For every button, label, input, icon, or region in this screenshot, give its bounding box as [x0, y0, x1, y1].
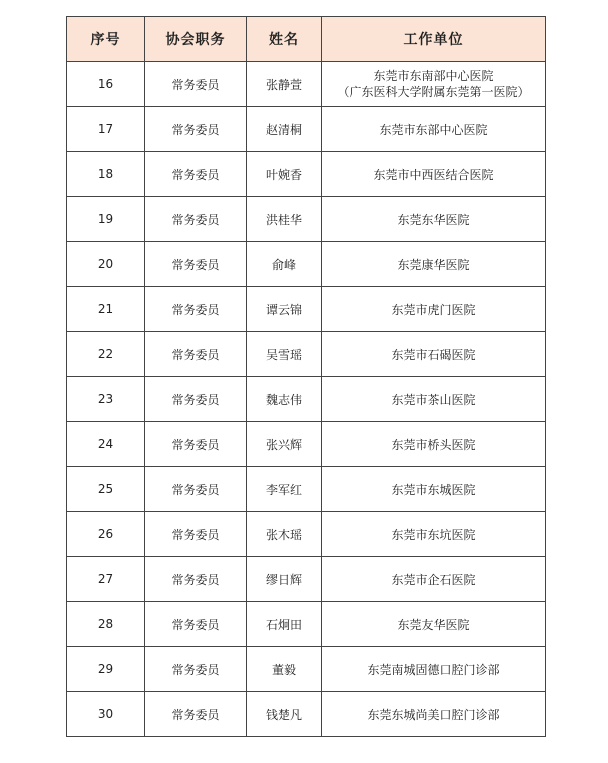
cell-name: 钱楚凡 — [247, 692, 322, 737]
cell-org: 东莞市中西医结合医院 — [322, 152, 546, 197]
cell-role: 常务委员 — [145, 467, 247, 512]
cell-no: 28 — [67, 602, 145, 647]
cell-name: 张静萱 — [247, 62, 322, 107]
cell-name: 吴雪瑶 — [247, 332, 322, 377]
cell-role: 常务委员 — [145, 62, 247, 107]
table-row — [67, 422, 546, 467]
cell-no: 19 — [67, 197, 145, 242]
cell-org: 东莞友华医院 — [322, 602, 546, 647]
cell-no: 21 — [67, 287, 145, 332]
cell-org: 东莞东华医院 — [322, 197, 546, 242]
cell-no: 27 — [67, 557, 145, 602]
cell-role: 常务委员 — [145, 287, 247, 332]
cell-role: 常务委员 — [145, 242, 247, 287]
table-row — [67, 692, 546, 737]
table-row — [67, 647, 546, 692]
cell-org: 东莞康华医院 — [322, 242, 546, 287]
cell-org: 东莞市虎门医院 — [322, 287, 546, 332]
header-no: 序号 — [67, 17, 145, 62]
cell-name: 洪桂华 — [247, 197, 322, 242]
cell-no: 30 — [67, 692, 145, 737]
cell-role: 常务委员 — [145, 422, 247, 467]
header-org: 工作单位 — [322, 17, 546, 62]
members-table — [66, 16, 546, 737]
table-row — [67, 512, 546, 557]
cell-org: 东莞市企石医院 — [322, 557, 546, 602]
cell-no: 22 — [67, 332, 145, 377]
cell-name: 俞峰 — [247, 242, 322, 287]
cell-name: 张木瑶 — [247, 512, 322, 557]
cell-org: 东莞市石碣医院 — [322, 332, 546, 377]
cell-org: 东莞市东部中心医院 — [322, 107, 546, 152]
cell-name: 赵清桐 — [247, 107, 322, 152]
table-row — [67, 332, 546, 377]
cell-no: 17 — [67, 107, 145, 152]
header-row — [67, 17, 546, 62]
cell-org-line2: （广东医科大学附属东莞第一医院） — [337, 85, 530, 99]
header-role: 协会职务 — [145, 17, 247, 62]
cell-no: 24 — [67, 422, 145, 467]
cell-role: 常务委员 — [145, 107, 247, 152]
cell-no: 16 — [67, 62, 145, 107]
cell-no: 20 — [67, 242, 145, 287]
cell-no: 18 — [67, 152, 145, 197]
cell-role: 常务委员 — [145, 332, 247, 377]
cell-name: 谭云锦 — [247, 287, 322, 332]
table-row — [67, 602, 546, 647]
table-row — [67, 287, 546, 332]
table-row — [67, 242, 546, 287]
cell-role: 常务委员 — [145, 692, 247, 737]
cell-role: 常务委员 — [145, 152, 247, 197]
cell-name: 李军红 — [247, 467, 322, 512]
cell-role: 常务委员 — [145, 377, 247, 422]
cell-name: 张兴辉 — [247, 422, 322, 467]
cell-role: 常务委员 — [145, 512, 247, 557]
table-row — [67, 107, 546, 152]
cell-org: 东莞市东坑医院 — [322, 512, 546, 557]
cell-no: 25 — [67, 467, 145, 512]
cell-name: 魏志伟 — [247, 377, 322, 422]
cell-org: 东莞市桥头医院 — [322, 422, 546, 467]
cell-no: 23 — [67, 377, 145, 422]
table-row — [67, 557, 546, 602]
cell-role: 常务委员 — [145, 197, 247, 242]
table-row — [67, 377, 546, 422]
cell-role: 常务委员 — [145, 557, 247, 602]
cell-name: 叶婉香 — [247, 152, 322, 197]
cell-no: 29 — [67, 647, 145, 692]
cell-name: 董毅 — [247, 647, 322, 692]
table-row — [67, 467, 546, 512]
cell-org-line1: 东莞市东南部中心医院 — [373, 69, 494, 83]
cell-name: 缪日辉 — [247, 557, 322, 602]
cell-name: 石炯田 — [247, 602, 322, 647]
cell-org — [322, 62, 546, 107]
cell-no: 26 — [67, 512, 145, 557]
cell-org: 东莞市东城医院 — [322, 467, 546, 512]
table-row — [67, 197, 546, 242]
table-row — [67, 152, 546, 197]
cell-role: 常务委员 — [145, 647, 247, 692]
cell-role: 常务委员 — [145, 602, 247, 647]
cell-org: 东莞南城固德口腔门诊部 — [322, 647, 546, 692]
cell-org: 东莞东城尚美口腔门诊部 — [322, 692, 546, 737]
header-name: 姓名 — [247, 17, 322, 62]
table-row — [67, 62, 546, 107]
cell-org: 东莞市茶山医院 — [322, 377, 546, 422]
